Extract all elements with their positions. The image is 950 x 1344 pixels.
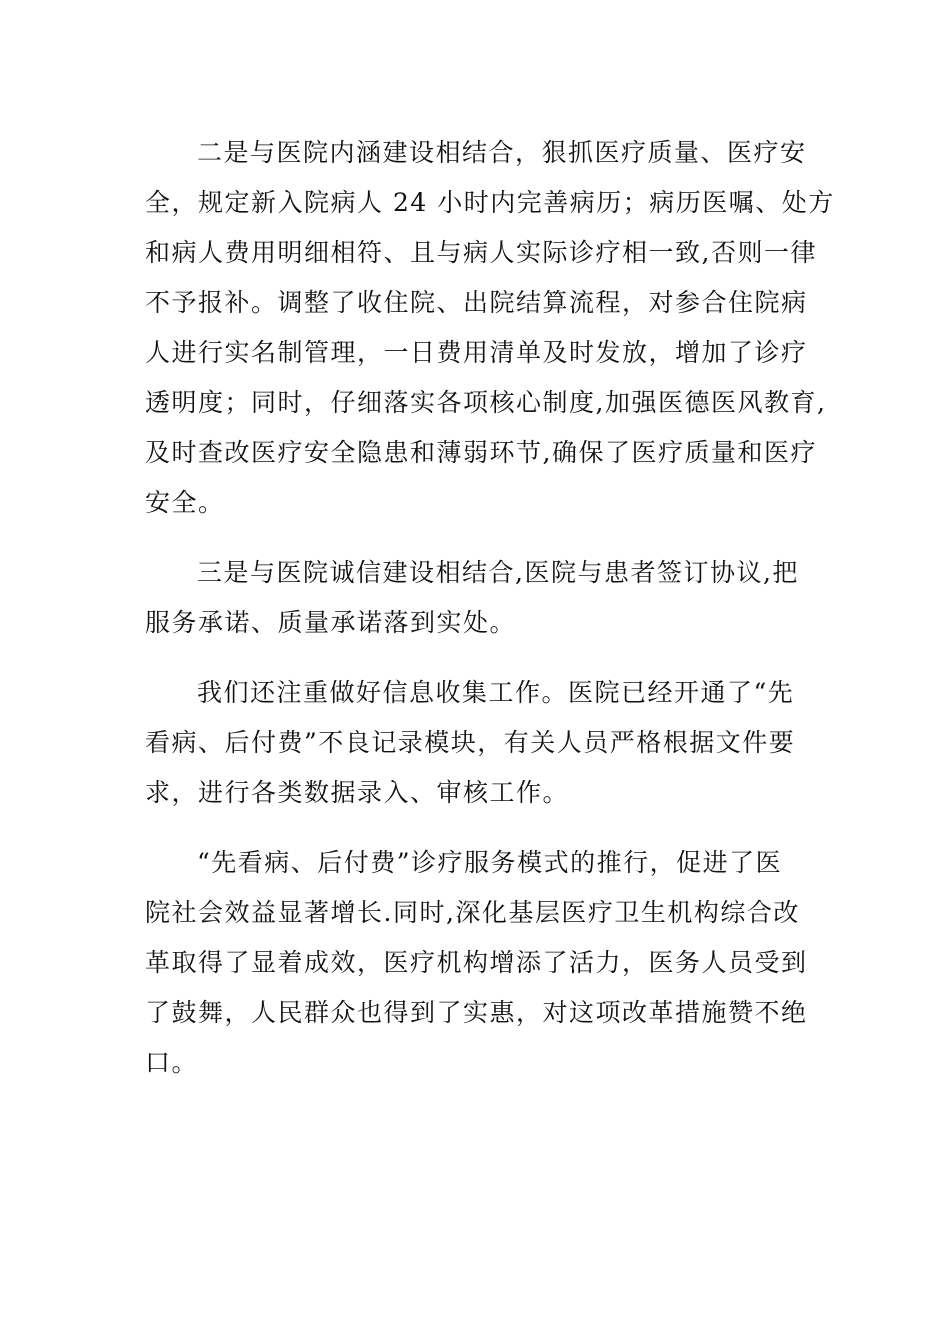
text-line: 三是与医院诚信建设相结合,医院与患者签订协议,把 bbox=[197, 558, 799, 587]
paragraph-spacer bbox=[145, 818, 805, 838]
text-line: 革取得了显着成效，医疗机构增添了活力，医务人员受到 bbox=[145, 948, 808, 977]
text-line: 口。 bbox=[145, 1048, 199, 1077]
text-line: 二是与医院内涵建设相结合，狠抓医疗质量、医疗安 bbox=[197, 138, 807, 167]
text-line: 我们还注重做好信息收集工作。医院已经开通了“先 bbox=[197, 678, 795, 707]
text-line: 安全。 bbox=[145, 488, 225, 517]
text-line: 了鼓舞，人民群众也得到了实惠，对这项改革措施赞不绝 bbox=[145, 998, 808, 1027]
text-line: 人进行实名制管理，一日费用清单及时发放，增加了诊疗 bbox=[145, 338, 808, 367]
text-line: 透明度；同时，仔细落实各项核心制度,加强医德医风教育, bbox=[145, 388, 827, 417]
text-line: 全，规定新入院病人 24 小时内完善病历；病历医嘱、处方 bbox=[145, 188, 835, 217]
text-line: 及时查改医疗安全隐患和薄弱环节,确保了医疗质量和医疗 bbox=[145, 438, 817, 467]
paragraph-integrity bbox=[145, 548, 805, 648]
paragraph-information-collection bbox=[145, 668, 805, 818]
text-line: 院社会效益显著增长.同时,深化基层医疗卫生机构综合改 bbox=[145, 898, 800, 927]
paragraph-quality-safety bbox=[145, 128, 835, 528]
paragraph-spacer bbox=[145, 648, 805, 668]
document-body bbox=[145, 128, 835, 1088]
text-line: 服务承诺、质量承诺落到实处。 bbox=[145, 608, 517, 637]
text-line: 不予报补。调整了收住院、出院结算流程，对参合住院病 bbox=[145, 288, 808, 317]
text-line: 求，进行各类数据录入、审核工作。 bbox=[145, 778, 570, 807]
text-line: 和病人费用明细相符、且与病人实际诊疗相一致,否则一律 bbox=[145, 238, 817, 267]
text-line: 看病、后付费”不良记录模块，有关人员严格根据文件要 bbox=[145, 728, 796, 757]
paragraph-spacer bbox=[145, 528, 805, 548]
text-line: “先看病、后付费”诊疗服务模式的推行，促进了医 bbox=[197, 848, 783, 877]
paragraph-service-model bbox=[145, 838, 808, 1088]
